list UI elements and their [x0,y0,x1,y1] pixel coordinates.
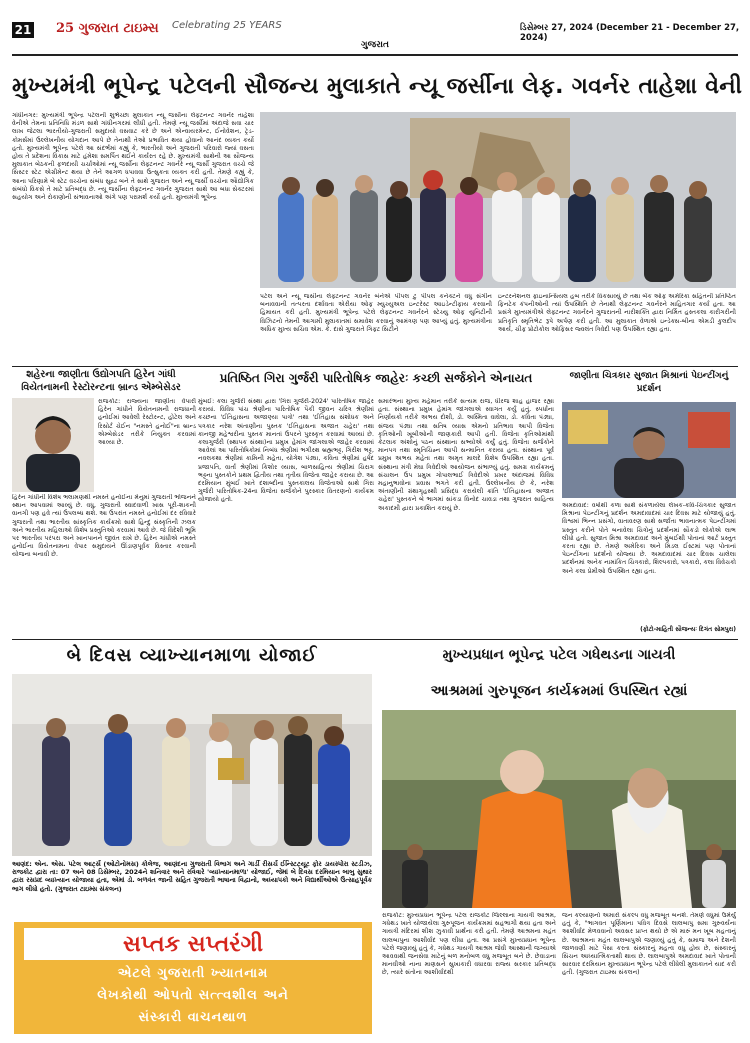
story3-body-col1: મુંબઈ: કલા ગુર્જરી સંસ્થા દ્વારા 'ગિરા ગુર્જરી-2024' પારિતોષિક જાહેર કરાયાં. વિવિધ પાંચ શ્રેણીના પારિતોષિક પૈકી જીવન ચરિત્ર શ્રેણીમાં કચ્છના 'ઈતિહાસના અજાણ્યા પાત્રો' તથા 'ઈતિહાસ સંશોધક અને પત્રકાર નરેશ અંતાણીના પુસ્તક 'ઈતિહાસના અજાત ચહેરા' તથા કાનજી મહેશ્વરીના પુસ્તક માનતાં ઉપરને પુરસ્કૃત કરવામાં આવ્યાં છે. કલાગુર્જરી (સ્થાપક સંસ્થા)ના પ્રમુખ હેમાંગ જાંગલાએ જાહેર કરવામાં આવેલાં આ પારિતોષિકોમાં નિબંધ શ્રેણીમાં ભગીરથ બ્રહ્મભટ્ટ, ગિરીશ ભટ્ટ, નવલકથા શ્રેણીમાં કામિની મહેતા, યોગેશ પંડ્યા, કવિતા શ્રેણીમાં હર્ષદ પ્રજાપતિ, વાર્તા શ્રેણીમાં કિશોર વ્યાસ, બાળસાહિત્ય શ્રેણીમાં ચિરાગ ભટ્ટના પુસ્તકોને પ્રથમ દ્વિતીય તથા તૃતીય વિજેતા જાહેર કરાયા છે. આ દરમિયાન મુંબઈ ખાતે દશાબ્દીના પુસ્તકાલય વિજેતાઓ સાથે ગિરા ગુર્જરી પારિતોષિક-24ના વિજેતા સર્જકોને પુરસ્કાર વિતરણનો કાર્યક્રમ યોજાયો હતો. [198,398,374,504]
story2-lead: રાજકોટ: રાજ્યના જાણીતા વેપારી હિરેન ગાંધીને વિયેતનામની રાજધાની હનોઈમાં આવેલી રેસ્ટોરન્ટ, હોટેલ અને રિસોર્ટ ચેઈન "નમસ્તે હનોઈ"ના બ્રાન્ડ એમ્બેસેડર તરીકે નિયુક્ત કરવામાં આવ્યા છે. [98,398,196,447]
story1-photo [260,112,736,288]
gurupujan-illustration [382,710,736,908]
story6-photo [382,710,736,908]
masthead-rule [12,54,738,56]
advert-line-3: સંસ્કારી વાચનથાળ [138,1010,248,1025]
story4-headline: જાણીતા ચિત્રકાર સુજાત મિશ્રાનાં પેઇન્ટીંગનું પ્રદર્શન [569,371,729,394]
masthead-logo: 25 ગુજરાત ટાઇમ્સ [56,21,159,36]
story1-headline: મુખ્યમંત્રી ભૂપેન્દ્ર પટેલની સૌજન્ય મુલાકાતે ન્યૂ જર્સીના લેફ. ગવર્નર તાહેશા વેની [12,74,743,99]
story3-headline: પ્રતિષ્ઠિત ગિરા ગુર્જરી પારિતોષિક જાહેરઃ કચ્છી સર્જકોને એનાયત [219,371,533,385]
story1-body-col2: પટેલ અને ન્યૂ જર્સીના લેફ્ટનન્ટ ગવર્નર બંનેએ પીપલ ટુ પીપલ કનેક્ટને વધુ સંગીન બનાવવાની તત્પરતા દર્શાવતા એરીયા ઓફ મ્યુચ્યુઅલ ઇન્ટરેસ્ટ આઇડેન્ટીફાય કરવાની હિમાયત કરી હતી. મુખ્યમંત્રી ભૂપેન્દ્ર પટેલે લેફ્ટનન્ટ ગવર્નરને સ્ટેચ્યુ ઓફ યુનિટીની વિઝિટનો તેમની આગામી મુલાકાતમાં સમાવેશ કરવાનું આમંત્રણ પણ આપ્યું હતું. મુખ્યમંત્રીના અધિક મુખ્ય સચિવ એમ. કે. દાસે ગુજરાતે ગિફ્ટ સિટીને [260,293,492,333]
story6-headline-line2: આશ્રમમાં ગુરુપૂજન કાર્યક્રમમાં ઉપસ્થિત રહ્યાં [430,683,688,699]
page-number: 21 [12,22,34,38]
advert-line-1: એટલે ગુજરાતી ખ્યાતનામ [117,966,269,981]
story2-headline: શહેરના જાણીતા ઉદ્યોગપતિ હિરેન ગાંધી વિયેતનામની રેસ્ટોરન્ટના બ્રાન્ડ એમ્બેસેડર [21,369,181,393]
story5-photo [12,674,372,856]
story2-portrait [12,398,94,492]
story1-body-col3: ઇન્ટરનેશનલ ફાઇનાન્સિયલ હબ તરીકે વિકસાવ્યું છે તથા બેંક ઓફ અમેરિકા સહિતની પ્રતિષ્ઠિત ફિનટેક કંપનીઓની ત્યાં ઉપસ્થિતિ છે તેનાથી લેફ્ટનન્ટ ગવર્નરને માહિતગાર કર્યા હતા. આ પ્રસંગે મુખ્યમંત્રીએ લેફ્ટનન્ટ ગવર્નરને ગુજરાતની નારીશક્તિ દ્વારા નિર્મિત હસ્તકલા કારીગરીની પ્રતિકૃતિ સ્મૃતિભેટ રૂપે અર્પણ કરી હતી. આ મુલાકાત વેળાએ ઇન્ડેક્સ-બીના એમડી કુલદીપ આર્ય, ચીફ પ્રોટોકોલ ઓફિસર જ્વલંત ત્રિવેદી પણ ઉપસ્થિત રહ્યા હતા. [498,293,736,333]
celebrating-badge: Celebrating 25 YEARS [172,20,282,31]
story6-body-col1: રાજકોટ: મુખ્યપ્રધાન ભૂપેન્દ્ર પટેલ રાજકોટ જિલ્લાના ગાયત્રી આશ્રમ, ગધેથડ ખાતે યોજાયેલા ગુરુપૂજન કાર્યક્રમમાં સહભાગી થયા હતા અને ગાયત્રી મંદિરમાં શીશ ઝુકાવી પ્રાર્થના કરી હતી. તેમણે આશ્રમના મહંત લાલબાપુના આશીર્વાદ પણ લીધા હતા. આ પ્રસંગે મુખ્યપ્રધાન ભૂપેન્દ્ર પટેલે જણાવ્યું હતું કે, ગધેથડ ગાયત્રી આશ્રમ જેવી આસ્થાની જગ્યાએ આવવાથી જનસેવા માટેનું બળ મનોબળ વધુ મજબૂત બને છે. છેવાડાના માનવીઓ નાના માણસને સુખાકારી વધારવા રાજ્ય સરકાર પ્રતિબદ્ધ છે, ત્યારે સંતોના આશીર્વાદથી [382,912,556,977]
saptak-advert [14,922,372,1034]
story4-photo [562,402,736,498]
divider [12,639,738,640]
issue-date: ડિસેમ્બર 27, 2024 (December 21 - December 27, 2024) [520,23,740,43]
lecture-group-illustration [12,674,372,856]
advert-title: સપ્તક સપ્તરંગી [24,928,362,960]
section-label: ગુજરાત [361,40,389,50]
group-photo-illustration [260,112,736,288]
story2-body: હિરેન ગાંધીની વિશેષ ભલામણથી નમસ્તે હનોઈના મેનુમાં ગુજરાતી ભોજનને સ્થાન આપવામાં આવ્યું છે. વધુ, ગુજરાતી સ્વાદવાળી ખાસ પૂરી-શાકની વાનગી પણ હવે ત્યાં ઉપલબ્ધ થશે. આ ઉપરાંત નમસ્તે હનોઈમાં દર રવિવારે ગુજરાતી તથા ભારતીય સાંસ્કૃતિક કાર્યક્રમો સાથે હિન્દુ સંસ્કૃતિની ઝલક અને ભારતીય મહિલાઓ વિશેષ પ્રસ્તુતિઓ કરવામાં આવે છે. જે વિદેશી ભૂમિ પર ભારતીય પરંપરા અને ખાનપાનને જીવંત રાખે છે. હિરેન ગાંધીએ નમસ્તે હનોઈના વિયેતનામના વેપાર સમુદાયને ઊંડાણપૂર્વક વિસ્તાર કરવાની યોજના બનાવી છે. [12,494,196,559]
advert-line-2: લેખકોથી ઓપતો સત્ત્વશીલ અને [97,988,289,1003]
story1-body-col1: ગાંધીનગર: મુખ્યમંત્રી ભૂપેન્દ્ર પટેલની શુભેચ્છા મુલાકાત ન્યૂ જર્સીના લેફ્ટનન્ટ ગવર્નર તાહેશા વેનીએ તેમના પ્રતિનિધિ મંડળ સાથે ગાંધીનગરમાં લીધી હતી. તેમણે ન્યૂ જર્સીમાં અંદાજે સવા ચાર લાખ જેટલા ભારતીયો-ગુજરાતી સમુદાયો વસવાટ કરે છે અને એન્વાયરમેન્ટ, ઈનોવેશન, ટ્રેડ-કોમર્સમાં ઉલ્લેખનીય યોગદાન આપે છે તેનાથી તેઓ પ્રભાવિત થયા હોવાનો આનંદ વ્યક્ત કર્યો હતો. મુખ્યમંત્રી ભૂપેન્દ્ર પટેલે આ સંદર્ભમાં કહ્યું કે, ભારતીયો અને ગુજરાતી પરિવારો જ્યાં વસતા હોય તે પ્રદેશના વિકાસ માટે હંમેશા સમર્પિત થઈને કાર્યરત રહે છે. મુખ્યમંત્રી સાથેની આ સૌજન્ય મુલાકાત બેઠકની ફળદાયી ચર્ચાઓમાં ન્યૂ જર્સીના લેફ્ટનન્ટ ગવર્નરે ન્યૂ જર્સી ગુજરાત વચ્ચે જે સિસ્ટર સ્ટેટ એગ્રીમેન્ટ થયા છે તેને આગળ ધપાવવા ઉત્સુકતા વ્યક્ત કરી હતી. તેમણે કહ્યું કે, આના પરિણામે બે સ્ટેટ વચ્ચેના સંબંધ સુદ્રઢ બને તે સાથે ગુજરાત અને ન્યૂ જર્સી વચ્ચેના ઔદ્યોગિક સંબંધો વિકસે તે માટે પ્રતિબદ્ધ છે. ન્યૂ જર્સીના લેફ્ટનન્ટ ગવર્નર ગુજરાત સાથે આ બધા સેક્ટરમાં સહયોગ અને રોકાણોની સંભાવનાઓ અંગે પણ પરામર્શ કર્યો હતો. મુખ્યમંત્રી ભૂપેન્દ્ર [12,112,254,202]
story3-body-col2: સમારંભના મુખ્ય મહેમાન તરીકે સત્યમ રાજ, ધીરજ શાહ હાજર રહ્યા હતા. સંસ્થાના પ્રમુખ હેમાંગ જાંગલાએ સ્વાગત કર્યું હતું. સ્પર્ધાના નિર્ણાયકો તરીકે અભય દોશી, ડો. અસ્મિતા વાઘેલા, ડો. કવિતા પંડ્યા, સંજય પંડ્યા તથા સતિષ વ્યાસ એમનો પ્રતિભાવ આપી વિજેતા કૃતિઓની ખૂબીઓની જાણકારી આપી હતી. વિજેતા કૃતિઓમાંથી કેટલાક અંશોનું પઠન સંસ્થાના સભ્યોએ કર્યું હતું. વિજેતા સર્જકોને માનપત્ર તથા સ્મૃતિચિહ્ન આપી સન્માનિત કરાયા હતા. સંસ્થાના પૂર્વ પ્રમુખ અભય મહેતા તથા અમૃત માલદે વિશેષ ઉપસ્થિત રહ્યા હતા. સંસ્થાના મંત્રી મેઘા ત્રિવેદીએ આયોજન સંભાળ્યું હતું. સમગ્ર કાર્યક્રમનું સંચાલન ઉપ પ્રમુખ ગોપાલભાઈ ત્રિવેદીએ પ્રખર અંદાજમાં વિવિધ મહાનુભાવોના પ્રવાસ ભગતે કરી હતી. ઉલ્લેખનીય છે કે, નરેશ અંતાણીની ગ્રંથાગૃહસ્થી પ્રસિદ્ધ કરાયેલી ક્રાંતિ 'ઈતિહાસના અજાત ચહેરા' પુસ્તકને બે ભાગમાં સાંકડા વિનોદ ચાવડા તથા ગુજરાત સાહિત્ય અકાદમી દ્વારા પ્રકાશિત કરાયું છે. [378,398,554,512]
story6-headline-line1: મુખ્યપ્રધાન ભૂપેન્દ્ર પટેલ ગધેથડના ગાયત્રી [442,647,676,663]
painter-illustration [562,402,736,498]
story4-credit: (ફોટો-માહિતી સૌજન્યઃ દિગંત સોમપુરા) [640,626,736,633]
divider [12,366,738,367]
story6-body-col2: જન કલ્યાણનો અમારો સંકલ્પ વધુ મજબૂત બનશે. તેમણે વધુમાં ઉમેર્યું હતું કે, "ભાગવત પૂર્ણિમાના પવિત્ર દિવસે લાલબાપુ સમા ગુરુવર્યના આશીર્વાદ મેળવવાનો અવસર પ્રાપ્ત થયો છે એ મારું મન ખૂબ મહત્વનું છે. આશ્રમના મહંત લાલબાપુએ જણાવ્યું હતું કે, સમાજ અને દેશની જાળવણી માટે પૈસા કરતા સંસ્કારનું મહત્વ વધુ હોય છે, સંસ્કારનું સિંચન આધ્યાત્મિકતાથી થાય છે. લાલબાપુએ અમદાવાદ ખાતે પોતાની સારવાર દરમિયાન મુખ્યપ્રધાન ભૂપેન્દ્ર પટેલે લીધેલી મુલાકાતને યાદ કરી હતી. (ગુજરાત ટાઇમ્સ સંકલન) [562,912,736,977]
story5-headline: બે દિવસ વ્યાખ્યાનમાળા યોજાઈ [66,645,318,666]
portrait-illustration [12,398,94,492]
story5-body: આણંદ: એન. એસ. પટેલ આર્ટ્સ (ઓટોનોમસ) કોલેજ, આણંદના ગુજરાતી વિભાગ અને ગાર્ડી રીસર્ચ ઈન્સ્ટિટ્યૂટ ફોર ડાયસ્પોરા સ્ટડીઝ, રાજકોટ દ્વારા તા: 07 અને 08 ડિસેમ્બર, 2024ને શનિવાર અને રવિવારે 'વ્યાખ્યાનમાળા' યોજાઈ, જેમાં બે દિવસ દરમિયાન બાબુ સુથાર દ્વારા રસપ્રદ વ્યાખ્યાન યોજાયા હતા, એમાં ડો. બળવંત જાની સહિત ગુજરાતી ભાષાના વિદ્વાનો, અધ્યાપકો અને વિદ્યાર્થીઓએ ઉત્સાહપૂર્વક ભાગ લીધો હતો. (ગુજરાત ટાઇમ્સ સંકલન) [12,860,372,893]
story4-body: અમદાવાદ: વર્ષોથી કળા સાથે સંકળાયેલા લેખક-કવિ-ચિત્રકાર સુજાત મિશ્રાના પેઇન્ટીંગનું પ્રદર્શન અમદાવાદમાં ચાર દિવસ માટે યોજાયું હતું. વિશ્વમાં ભિન્ન પ્રસંગો, વાતાવરણ સાથે સર્જાતા ભાવનાત્મક પેઇન્ટીંગમાં પ્રસ્તુત કરીને પોતે બનાવેલા ચિત્રોનું પ્રદર્શનમાં સૌકડો લોકોએ લાભ લીધો હતો. સુજાત મિશ્રા અમદાવાદ અને મુંબઈથી પોતાનાં આર્ટ પ્રસ્તુત કરતા રહ્યા છે. તેમણે અમેરિકા અને મિડલ ઈસ્ટમાં પણ પોતાનાં પેઇન્ટીંગના પ્રદર્શનો યોજ્યા છે. અમદાવાદમાં ચાર દિવસ ચાલેલા પ્રદર્શનમાં અનેક નામાંકિત ચિત્રકારો, શિલ્પકારો, પત્રકારો, કલા વિવેચકો અને કલા પ્રેમીઓ ઉપસ્થિત રહ્યા હતા. [562,502,736,575]
